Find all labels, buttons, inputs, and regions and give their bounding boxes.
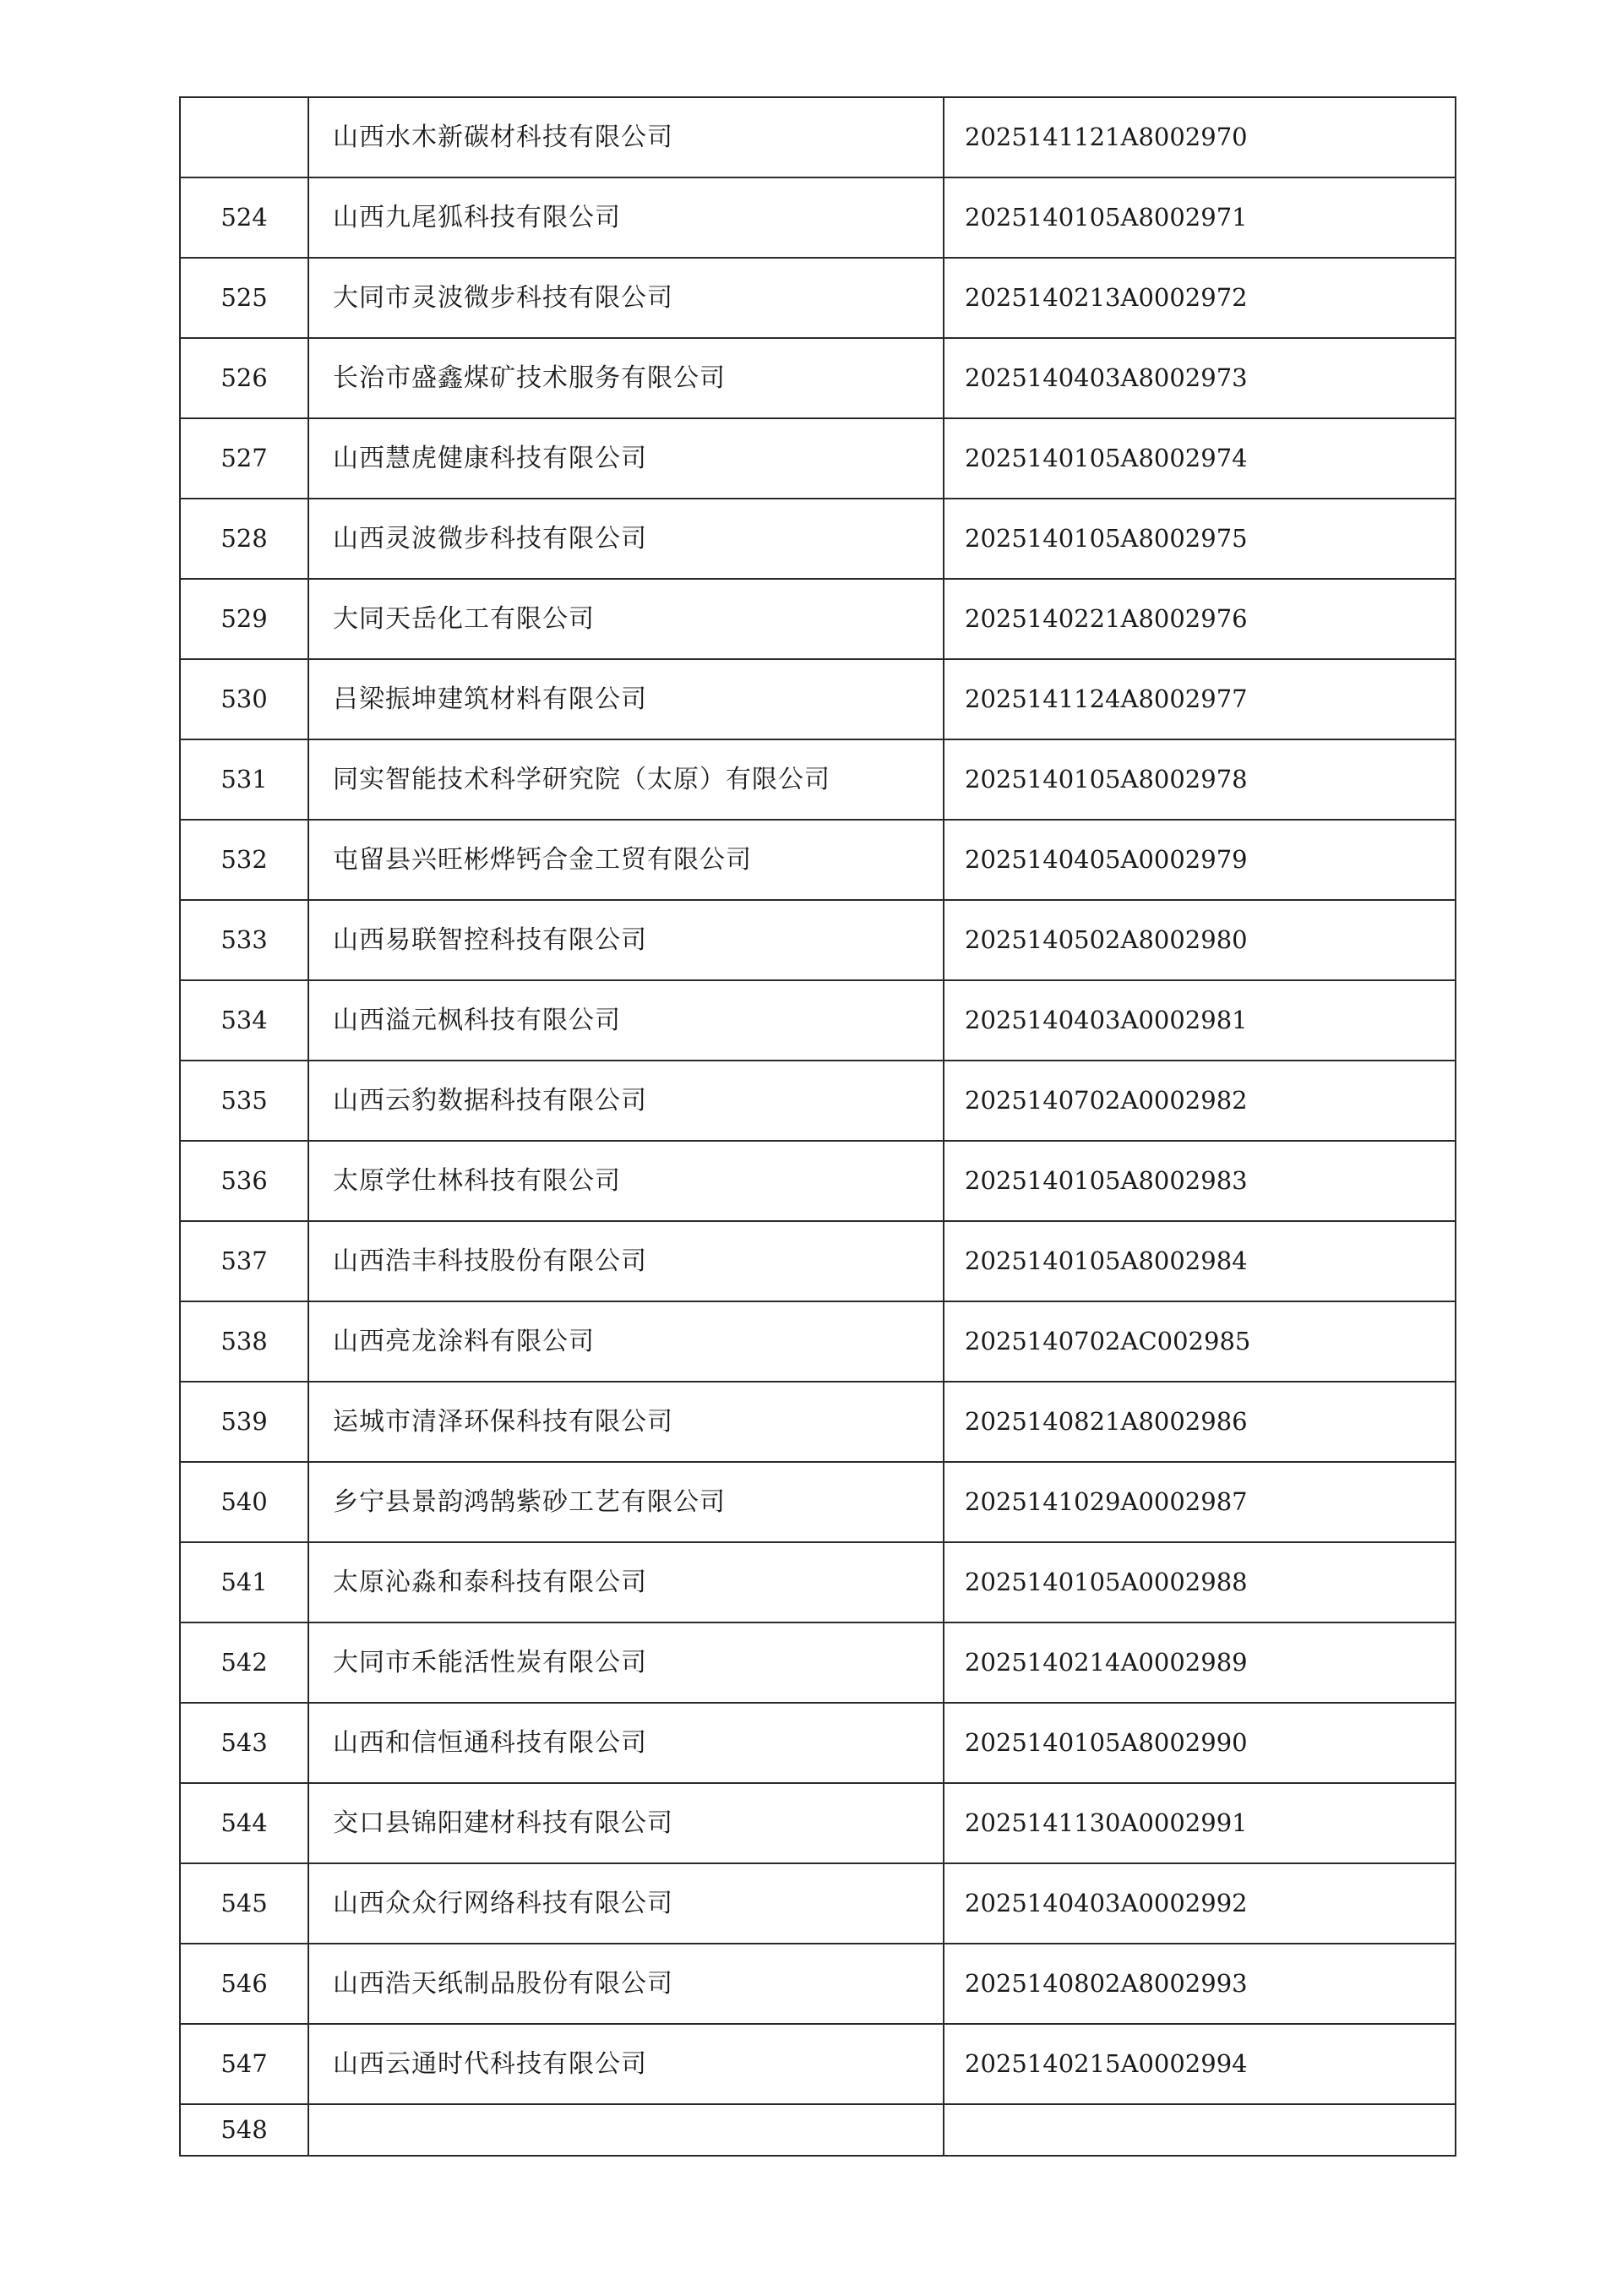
company-name: 山西云通时代科技有限公司 [308, 2024, 944, 2104]
registration-code: 2025140105A0002988 [944, 1542, 1456, 1622]
registration-code: 2025140105A8002978 [944, 739, 1456, 820]
company-name: 山西灵波微步科技有限公司 [308, 499, 944, 579]
table-row [180, 2104, 1456, 2156]
registration-code: 2025140502A8002980 [944, 900, 1456, 980]
registration-code: 2025140105A8002983 [944, 1141, 1456, 1221]
row-number: 547 [180, 2024, 308, 2104]
registration-code: 2025140802A8002993 [944, 1944, 1456, 2024]
registration-code: 2025140702AC002985 [944, 1301, 1456, 1382]
table-row [180, 1061, 1456, 1141]
row-number: 530 [180, 659, 308, 739]
row-number: 533 [180, 900, 308, 980]
table-row [180, 418, 1456, 499]
registration-code: 2025140403A8002973 [944, 338, 1456, 418]
row-number: 548 [180, 2104, 308, 2156]
row-number: 544 [180, 1783, 308, 1863]
registration-code: 2025141130A0002991 [944, 1783, 1456, 1863]
company-name: 太原学仕林科技有限公司 [308, 1141, 944, 1221]
company-name: 山西浩天纸制品股份有限公司 [308, 1944, 944, 2024]
company-name: 山西溢元枫科技有限公司 [308, 980, 944, 1061]
registration-code [944, 2104, 1456, 2156]
row-number: 532 [180, 820, 308, 900]
company-name: 大同天岳化工有限公司 [308, 579, 944, 659]
table-row [180, 739, 1456, 820]
registration-code: 2025140105A8002975 [944, 499, 1456, 579]
table-row [180, 1301, 1456, 1382]
table-row [180, 659, 1456, 739]
registration-code: 2025140403A0002981 [944, 980, 1456, 1061]
table-row [180, 1863, 1456, 1944]
row-number: 526 [180, 338, 308, 418]
row-number: 540 [180, 1462, 308, 1542]
registration-code: 2025141029A0002987 [944, 1462, 1456, 1542]
row-number [180, 97, 308, 177]
row-number: 537 [180, 1221, 308, 1301]
table-row [180, 499, 1456, 579]
registration-code: 2025140105A8002984 [944, 1221, 1456, 1301]
company-name: 山西水木新碳材科技有限公司 [308, 97, 944, 177]
company-name: 山西亮龙涂料有限公司 [308, 1301, 944, 1382]
registration-code: 2025140105A8002971 [944, 177, 1456, 258]
company-name: 大同市禾能活性炭有限公司 [308, 1622, 944, 1703]
table-row [180, 1221, 1456, 1301]
table-row [180, 338, 1456, 418]
table-row [180, 579, 1456, 659]
registration-code: 2025140221A8002976 [944, 579, 1456, 659]
table-row [180, 1783, 1456, 1863]
table-row [180, 2024, 1456, 2104]
table-row [180, 1622, 1456, 1703]
company-name: 同实智能技术科学研究院（太原）有限公司 [308, 739, 944, 820]
company-name: 山西易联智控科技有限公司 [308, 900, 944, 980]
table-row [180, 1944, 1456, 2024]
row-number: 527 [180, 418, 308, 499]
company-name: 山西九尾狐科技有限公司 [308, 177, 944, 258]
registration-code: 2025140215A0002994 [944, 2024, 1456, 2104]
row-number: 529 [180, 579, 308, 659]
row-number: 539 [180, 1382, 308, 1462]
row-number: 546 [180, 1944, 308, 2024]
row-number: 534 [180, 980, 308, 1061]
registration-code: 2025140105A8002990 [944, 1703, 1456, 1783]
registration-code: 2025140403A0002992 [944, 1863, 1456, 1944]
registration-code: 2025141124A8002977 [944, 659, 1456, 739]
table-row [180, 900, 1456, 980]
company-name: 屯留县兴旺彬烨钙合金工贸有限公司 [308, 820, 944, 900]
company-name [308, 2104, 944, 2156]
registration-code: 2025140405A0002979 [944, 820, 1456, 900]
row-number: 538 [180, 1301, 308, 1382]
row-number: 528 [180, 499, 308, 579]
table-row [180, 177, 1456, 258]
row-number: 541 [180, 1542, 308, 1622]
table-row [180, 1542, 1456, 1622]
table-row [180, 1382, 1456, 1462]
company-name: 交口县锦阳建材科技有限公司 [308, 1783, 944, 1863]
table-row [180, 980, 1456, 1061]
row-number: 545 [180, 1863, 308, 1944]
table-row [180, 1141, 1456, 1221]
company-name: 长治市盛鑫煤矿技术服务有限公司 [308, 338, 944, 418]
registration-code: 2025140821A8002986 [944, 1382, 1456, 1462]
company-name: 山西云豹数据科技有限公司 [308, 1061, 944, 1141]
company-name: 太原沁淼和泰科技有限公司 [308, 1542, 944, 1622]
company-name: 山西慧虎健康科技有限公司 [308, 418, 944, 499]
table-row [180, 1703, 1456, 1783]
company-name: 大同市灵波微步科技有限公司 [308, 258, 944, 338]
table-row [180, 820, 1456, 900]
company-registry-table [179, 96, 1456, 2157]
row-number: 542 [180, 1622, 308, 1703]
registration-code: 2025141121A8002970 [944, 97, 1456, 177]
company-name: 山西和信恒通科技有限公司 [308, 1703, 944, 1783]
row-number: 525 [180, 258, 308, 338]
table-row [180, 97, 1456, 177]
row-number: 524 [180, 177, 308, 258]
company-name: 山西浩丰科技股份有限公司 [308, 1221, 944, 1301]
registration-code: 2025140702A0002982 [944, 1061, 1456, 1141]
registration-code: 2025140213A0002972 [944, 258, 1456, 338]
company-name: 吕梁振坤建筑材料有限公司 [308, 659, 944, 739]
registration-code: 2025140214A0002989 [944, 1622, 1456, 1703]
table-row [180, 258, 1456, 338]
row-number: 536 [180, 1141, 308, 1221]
row-number: 535 [180, 1061, 308, 1141]
company-name: 运城市清泽环保科技有限公司 [308, 1382, 944, 1462]
row-number: 543 [180, 1703, 308, 1783]
company-name: 山西众众行网络科技有限公司 [308, 1863, 944, 1944]
company-name: 乡宁县景韵鸿鹄紫砂工艺有限公司 [308, 1462, 944, 1542]
registration-code: 2025140105A8002974 [944, 418, 1456, 499]
row-number: 531 [180, 739, 308, 820]
table-row [180, 1462, 1456, 1542]
